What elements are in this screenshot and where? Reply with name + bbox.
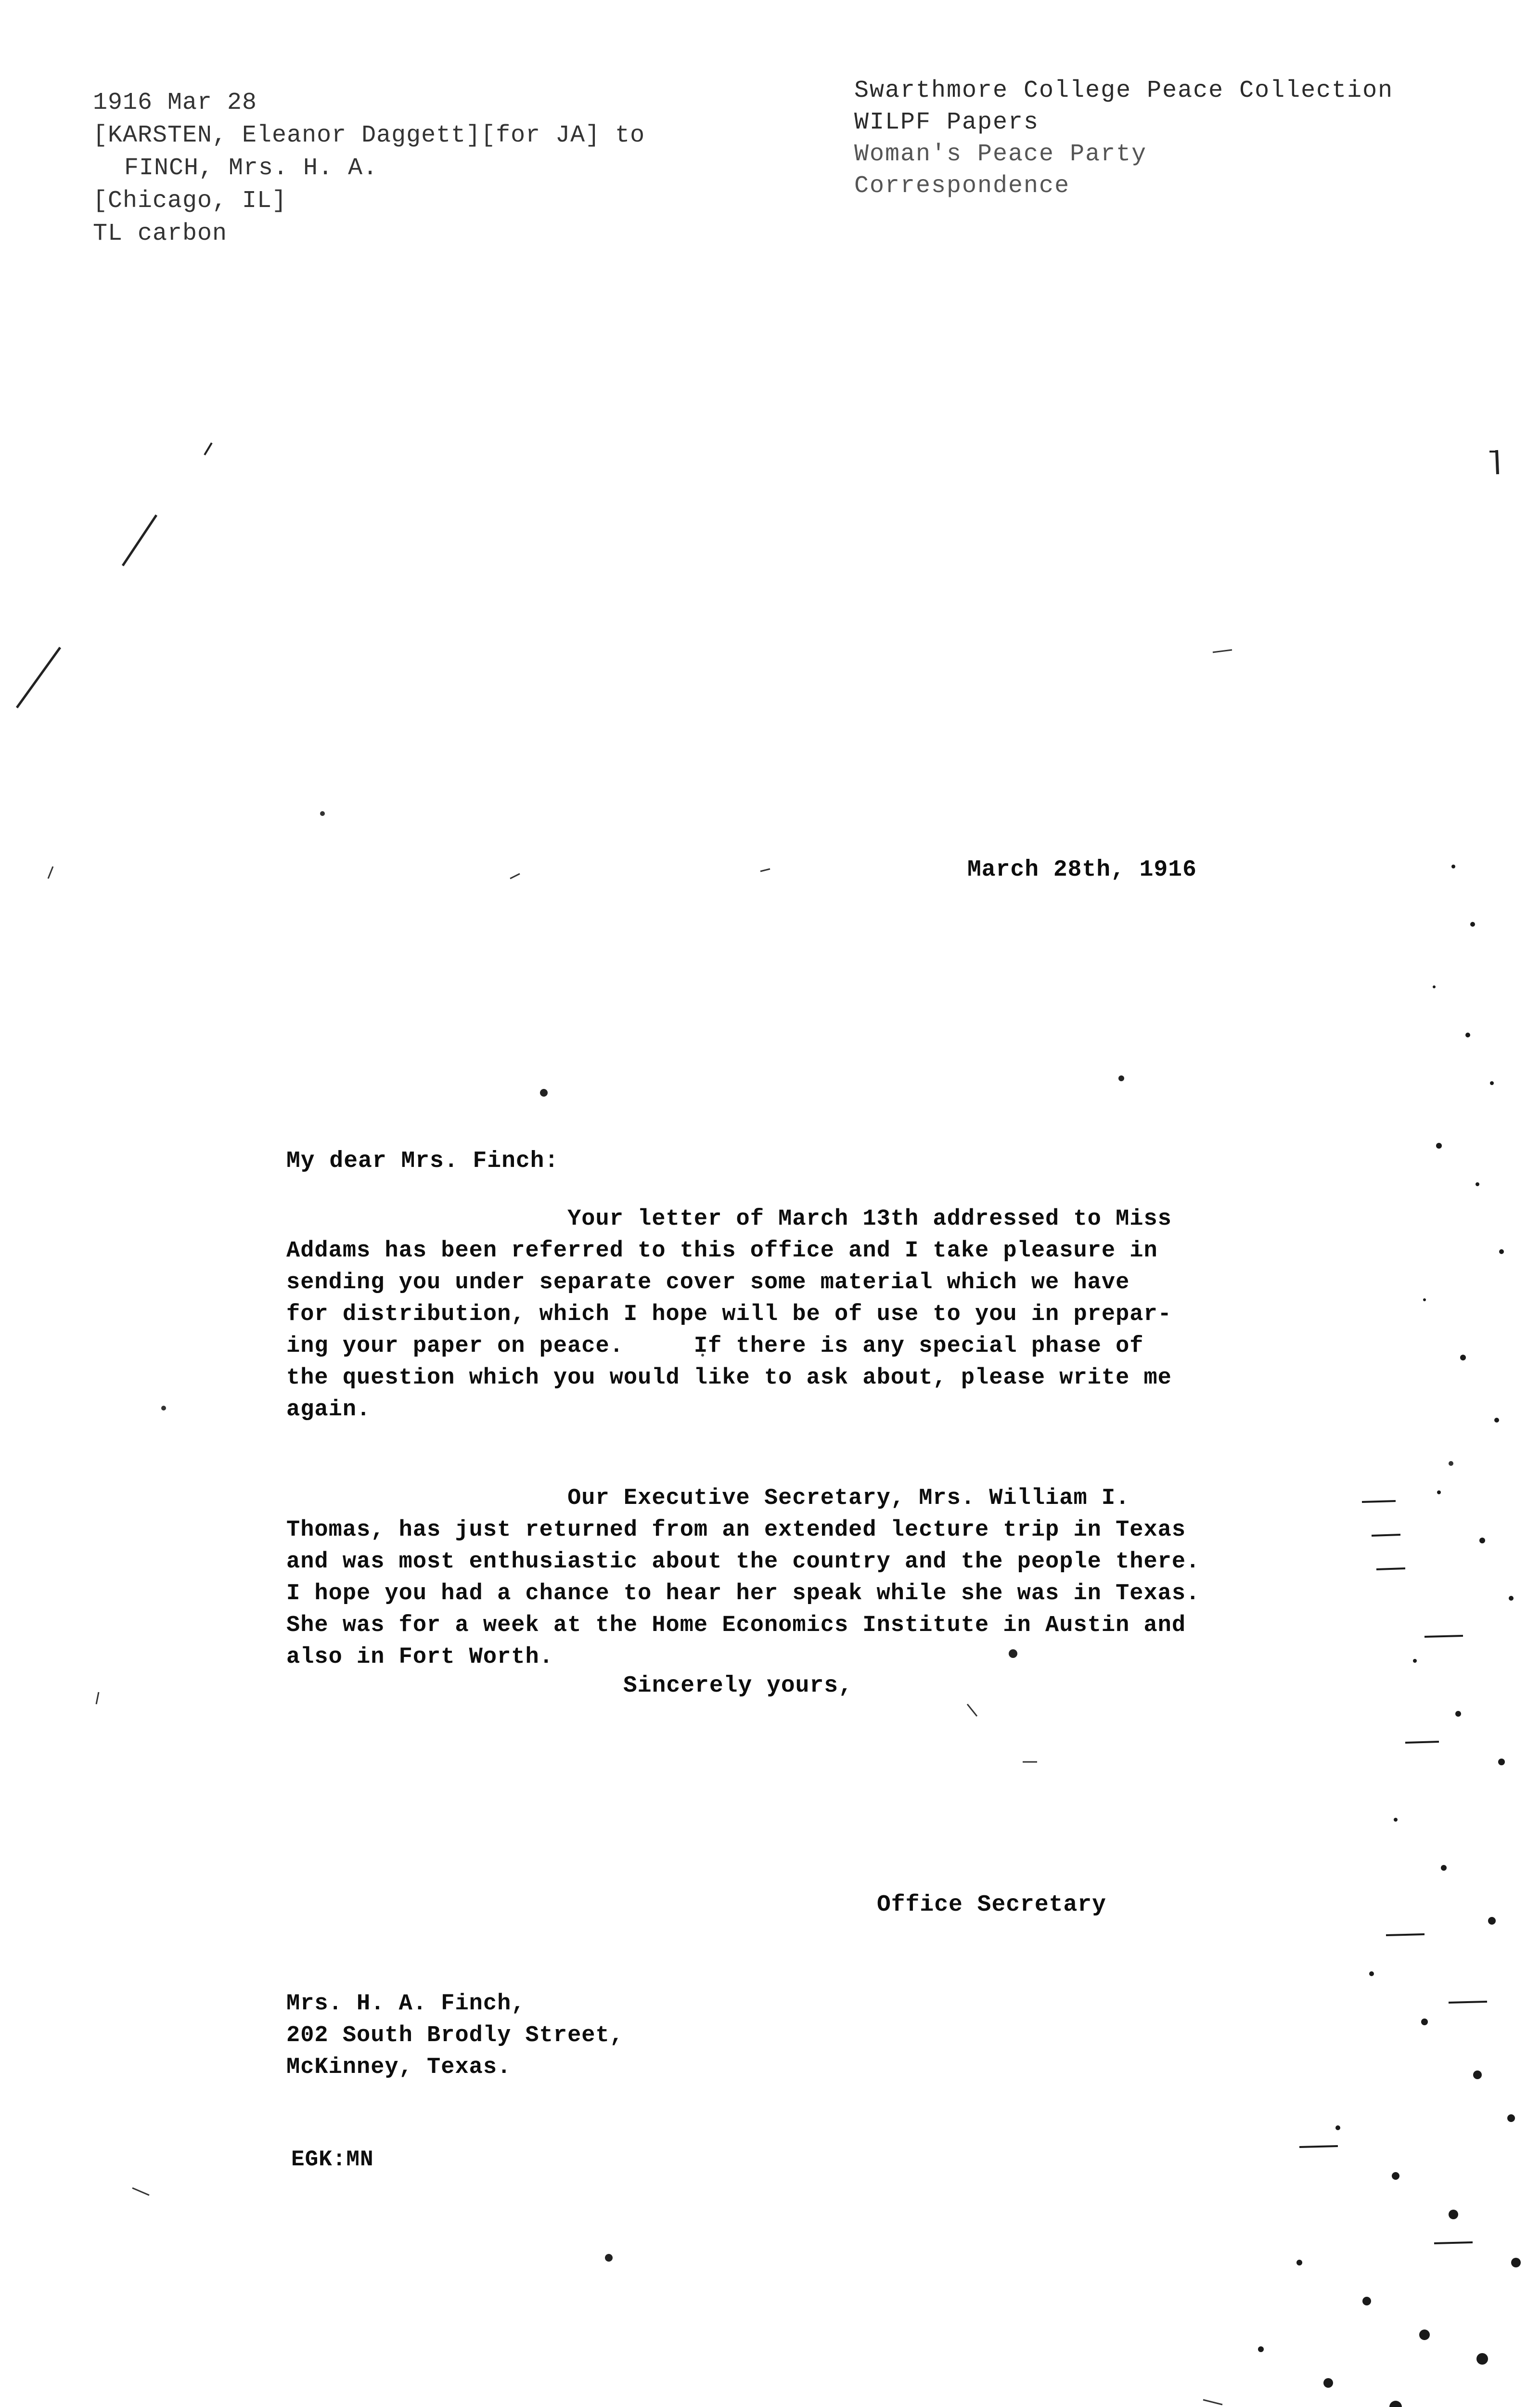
paragraph-line: and was most enthusiastic about the country and the people there. xyxy=(286,1549,1200,1575)
catalog-subseries: Correspondence xyxy=(854,172,1070,200)
paragraph-line: for distribution, which I hope will be of use to you in prepar- xyxy=(286,1302,1172,1327)
catalog-recipient: FINCH, Mrs. H. A. xyxy=(124,155,378,182)
catalog-label-right xyxy=(854,75,1393,202)
catalog-papers: WILPF Papers xyxy=(854,109,1040,136)
catalog-label-left xyxy=(93,87,645,250)
paragraph-line: ing your paper on peace. If there is any special phase of xyxy=(286,1333,1144,1359)
catalog-format: TL carbon xyxy=(93,220,228,247)
letter-closing: Sincerely yours, xyxy=(623,1673,853,1699)
address-line: Mrs. H. A. Finch, xyxy=(286,1991,526,2017)
letter-salutation: My dear Mrs. Finch: xyxy=(286,1148,559,1174)
paragraph-line: Addams has been referred to this office and I take pleasure in xyxy=(286,1238,1158,1264)
letter-paragraph-2 xyxy=(286,1483,1311,1673)
catalog-correspondents: [KARSTEN, Eleanor Daggett][for JA] to xyxy=(93,122,645,149)
paragraph-line: the question which you would like to ask about, please write me xyxy=(286,1365,1172,1391)
paragraph-line: I hope you had a chance to hear her speak while she was in Texas. xyxy=(286,1581,1200,1606)
catalog-place: [Chicago, IL] xyxy=(93,187,287,215)
catalog-series: Woman's Peace Party xyxy=(854,141,1147,168)
address-line: McKinney, Texas. xyxy=(286,2055,512,2080)
address-line: 202 South Brodly Street, xyxy=(286,2023,624,2048)
paragraph-line: Our Executive Secretary, Mrs. William I. xyxy=(286,1486,1130,1511)
catalog-collection: Swarthmore College Peace Collection xyxy=(854,77,1394,104)
paragraph-line: Thomas, has just returned from an extended lecture trip in Texas xyxy=(286,1517,1186,1543)
paragraph-line: Your letter of March 13th addressed to Miss xyxy=(286,1206,1172,1232)
paragraph-line: sending you under separate cover some material which we have xyxy=(286,1270,1130,1295)
catalog-date: 1916 Mar 28 xyxy=(93,89,257,116)
paragraph-line: again. xyxy=(286,1397,371,1423)
letter-paragraph-1 xyxy=(286,1204,1311,1426)
letter-date: March 28th, 1916 xyxy=(967,857,1197,883)
paragraph-line: also in Fort Worth. xyxy=(286,1644,553,1670)
paragraph-line: She was for a week at the Home Economics Institute in Austin and xyxy=(286,1613,1186,1638)
recipient-address xyxy=(286,1988,624,2083)
typist-initials: EGK:MN xyxy=(291,2147,374,2172)
letter-signature: Office Secretary xyxy=(877,1892,1106,1918)
